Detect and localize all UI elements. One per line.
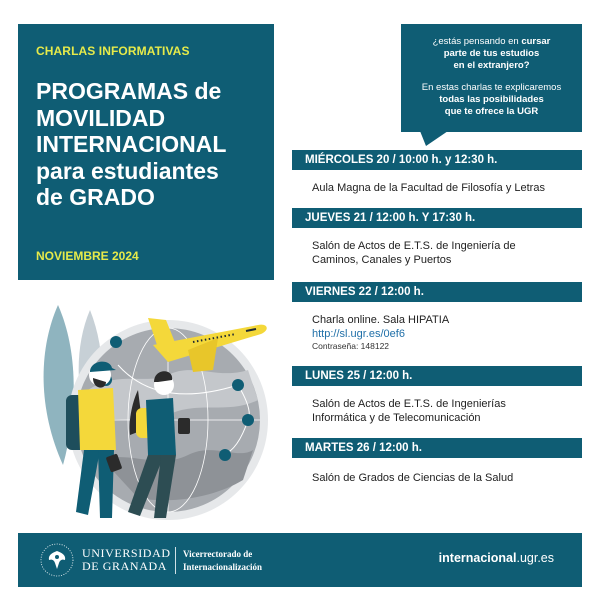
session-venue (292, 228, 582, 267)
session-header: MARTES 26 / 12:00 h. (292, 438, 582, 458)
footer (18, 533, 582, 587)
session-venue (292, 386, 582, 425)
bubble-text: ¿estás pensando en (432, 36, 522, 47)
page-title (36, 78, 258, 211)
bubble-text-bold: cursar (521, 36, 551, 47)
online-room-link[interactable]: http://sl.ugr.es/0ef6 (312, 328, 405, 340)
university-crest-icon (40, 543, 74, 577)
session-venue (292, 302, 582, 352)
event-month: NOVIEMBRE 2024 (36, 249, 139, 263)
footer-divider (175, 547, 176, 574)
venue-line: Salón de Actos de E.T.S. de Ingenierías (312, 398, 506, 410)
bubble-text-bold: que te ofrece la UGR (444, 106, 539, 117)
bubble-text-bold: parte de tus estudios (443, 48, 540, 59)
website-link-bold: internacional (438, 551, 517, 565)
speech-bubble (401, 24, 582, 132)
room-password: Contraseña: 148122 (312, 341, 390, 351)
passport-icon (178, 418, 190, 434)
title-line: MOVILIDAD (36, 104, 166, 131)
session-venue (292, 170, 582, 195)
venue-line: Salón de Actos de E.T.S. de Ingeniería de (312, 240, 516, 252)
session-item (292, 282, 582, 352)
event-kicker: CHARLAS INFORMATIVAS (36, 44, 190, 58)
session-item (292, 150, 582, 195)
website-link-rest: .ugr.es (516, 551, 554, 565)
title-line: de GRADO (36, 184, 155, 210)
university-name (82, 547, 171, 573)
session-venue (292, 458, 582, 485)
session-header: JUEVES 21 / 12:00 h. Y 17:30 h. (292, 208, 582, 228)
bubble-text: En estas charlas te explicaremos (421, 82, 562, 93)
venue-line: Informática y de Telecomunicación (312, 412, 481, 424)
session-header: LUNES 25 / 12:00 h. (292, 366, 582, 386)
session-item (292, 366, 582, 425)
title-panel (18, 24, 274, 280)
speech-bubble-tail (420, 131, 448, 146)
venue-line: Charla online. Sala HIPATIA (312, 314, 450, 326)
session-item (292, 208, 582, 267)
session-header: MIÉRCOLES 20 / 10:00 h. y 12:30 h. (292, 150, 582, 170)
bubble-text-bold: en el extranjero? (453, 60, 530, 71)
venue-line: Aula Magna de la Facultad de Filosofía y Letras (312, 182, 545, 194)
title-line: para estudiantes (36, 157, 219, 184)
vice-rectorate-name (183, 548, 262, 574)
bubble-text-bold: todas las posibilidades (439, 94, 544, 105)
travel-illustration (18, 290, 280, 522)
venue-line: Salón de Grados de Ciencias de la Salud (312, 472, 514, 484)
venue-line: Caminos, Canales y Puertos (312, 254, 452, 266)
vice-rectorate-line: Vicerrectorado de (183, 549, 253, 559)
session-item (292, 438, 582, 485)
vice-rectorate-line: Internacionalización (183, 562, 262, 572)
title-line: PROGRAMAS de (36, 78, 222, 104)
session-header: VIERNES 22 / 12:00 h. (292, 282, 582, 302)
university-name-line: DE GRANADA (82, 559, 167, 573)
university-name-line: UNIVERSIDAD (82, 546, 171, 560)
title-line: INTERNACIONAL (36, 131, 227, 157)
website-link[interactable] (439, 551, 554, 565)
